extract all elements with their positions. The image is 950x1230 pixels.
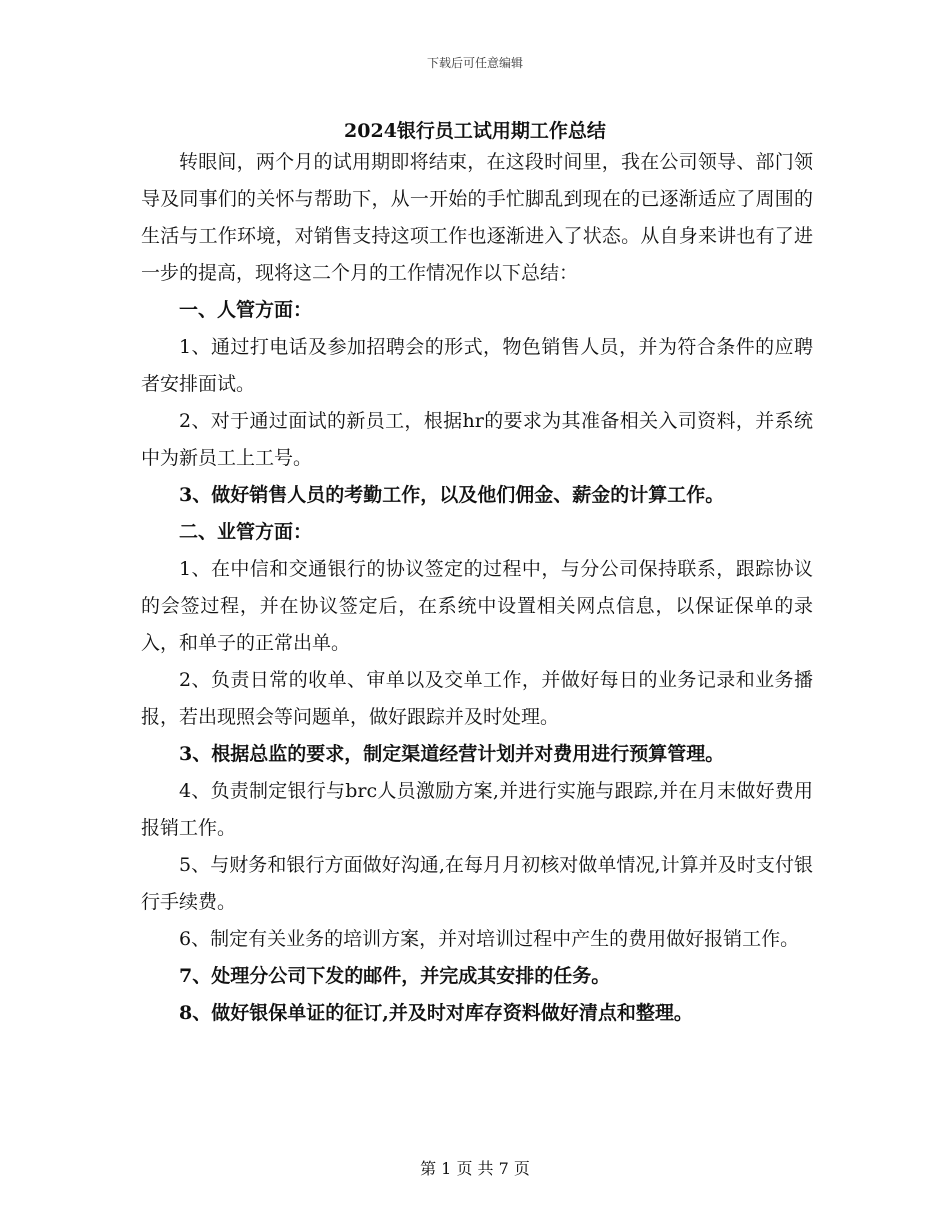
- paragraph-item: 2、对于通过面试的新员工，根据hr的要求为其准备相关入司资料，并系统中为新员工上工号。: [141, 410, 813, 469]
- paragraph-item: 1、在中信和交通银行的协议签定的过程中，与分公司保持联系，跟踪协议的会签过程，并在协议签定后，在系统中设置相关网点信息，以保证保单的录入，和单子的正常出单。: [141, 558, 813, 654]
- paragraph-item: 6、制定有关业务的培训方案，并对培训过程中产生的费用做好报销工作。: [179, 928, 800, 950]
- paragraph-item: 4、负责制定银行与brc人员激励方案,并进行实施与跟踪,并在月末做好费用报销工作。: [141, 780, 813, 839]
- section-heading-business: 二、业管方面：: [179, 521, 313, 543]
- section-heading-personnel: 一、人管方面：: [179, 299, 313, 321]
- document-body: [141, 144, 813, 1032]
- paragraph-intro: 转眼间，两个月的试用期即将结束，在这段时间里，我在公司领导、部门领导及同事们的关怀与帮助下，从一开始的手忙脚乱到现在的已逐渐适应了周围的生活与工作环境，对销售支持这项工作也逐渐进入了状态。从自身来讲也有了进一步的提高，现将这二个月的工作情况作以下总结：: [141, 151, 813, 284]
- paragraph-item-bold: 3、根据总监的要求，制定渠道经营计划并对费用进行预算管理。: [179, 743, 725, 765]
- page-number: 第 1 页 共 7 页: [420, 1159, 530, 1178]
- paragraph-item-bold: 7、处理分公司下发的邮件，并完成其安排的任务。: [179, 965, 611, 987]
- header-note: 下载后可任意编辑: [426, 56, 523, 70]
- paragraph-item: 2、负责日常的收单、审单以及交单工作，并做好每日的业务记录和业务播报，若出现照会等问题单，做好跟踪并及时处理。: [141, 669, 813, 728]
- paragraph-item: 5、与财务和银行方面做好沟通,在每月月初核对做单情况,计算并及时支付银行手续费。: [141, 854, 813, 913]
- document-title: 2024银行员工试用期工作总结: [344, 120, 606, 142]
- paragraph-item-bold: 3、做好销售人员的考勤工作，以及他们佣金、薪金的计算工作。: [179, 484, 725, 506]
- paragraph-item-bold: 8、做好银保单证的征订,并及时对库存资料做好清点和整理。: [179, 1002, 693, 1024]
- paragraph-item: 1、通过打电话及参加招聘会的形式，物色销售人员，并为符合条件的应聘者安排面试。: [141, 336, 813, 395]
